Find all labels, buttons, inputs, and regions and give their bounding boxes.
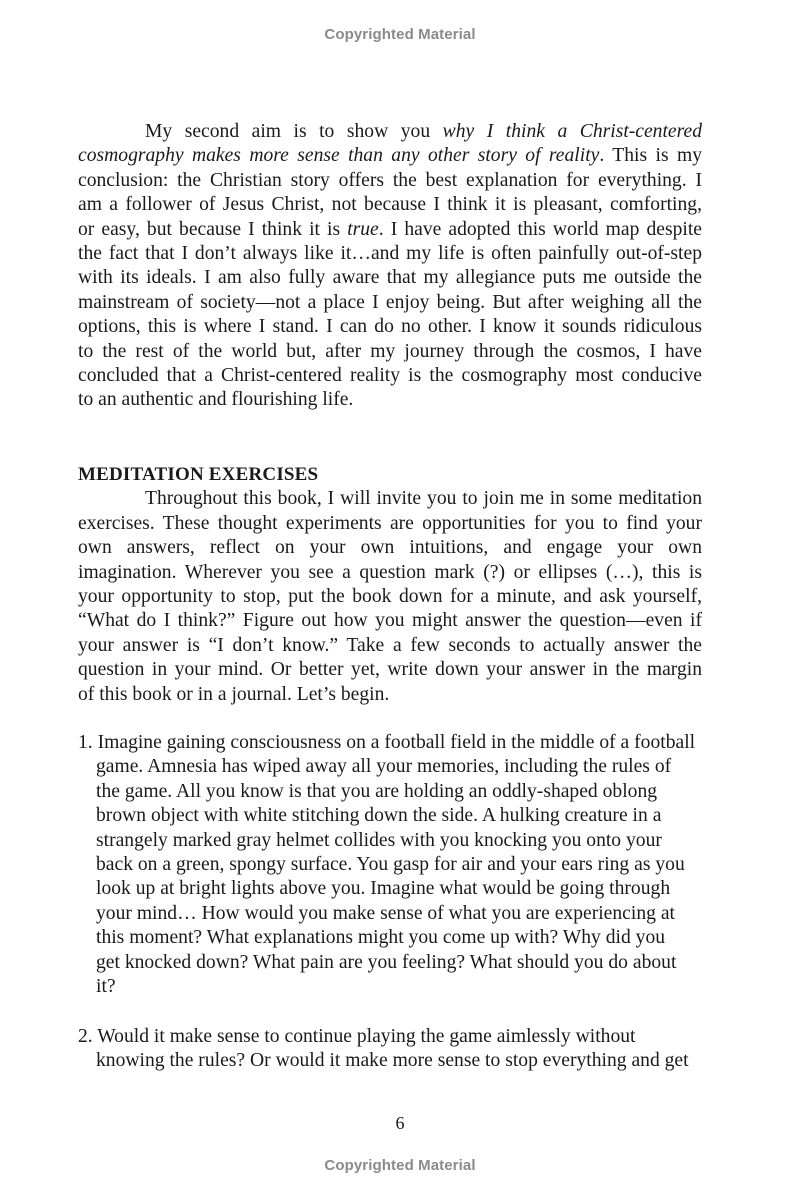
exercise-item-2 [78, 1025, 702, 1074]
text-line: 2. Would it make sense to continue playing the game aimlessly without [78, 1026, 636, 1047]
text-line: imagination. Wherever you see a question mark (?) or ellipses (…), this is [78, 561, 702, 583]
text-line: to the rest of the world but, after my journey through the cosmos, I have [78, 340, 702, 362]
copyright-watermark-bottom: Copyrighted Material [324, 1157, 476, 1174]
text-line: or easy, but because I think it is true. I have adopted this world map despite [78, 218, 702, 240]
text-line: game. Amnesia has wiped away all your memories, including the rules of [96, 756, 672, 778]
text-line: concluded that a Christ-centered reality is the cosmography most conducive [78, 364, 702, 386]
text-line: brown object with white stitching down the side. A hulking creature in a [96, 805, 662, 827]
paragraph-second-aim [78, 120, 702, 413]
text-line: your mind… How would you make sense of what you are experiencing at [96, 902, 675, 924]
text-line: your answer is “I don’t know.” Take a few seconds to actually answer the [78, 634, 702, 656]
text-line: conclusion: the Christian story offers the best explanation for everything. I [78, 169, 702, 191]
text-line: strangely marked gray helmet collides with you knocking you onto your [96, 829, 662, 851]
text-line: the fact that I don’t always like it…and my life is often painfully out-of-step [78, 242, 702, 264]
text-line: get knocked down? What pain are you feeling? What should you do about [96, 951, 677, 973]
text-line: with its ideals. I am also fully aware that my allegiance puts me outside the [78, 267, 702, 289]
text-line: the game. All you know is that you are holding an oddly-shaped oblong [96, 780, 658, 802]
text-line: exercises. These thought experiments are opportunities for you to find your [78, 512, 702, 534]
text-line: “What do I think?” Figure out how you might answer the question—even if [78, 610, 702, 632]
copyright-watermark-top: Copyrighted Material [324, 26, 476, 43]
text-line: mainstream of society—not a place I enjoy being. But after weighing all the [78, 291, 702, 313]
text-line: own answers, reflect on your own intuitions, and engage your own [78, 537, 702, 559]
text-line: question in your mind. Or better yet, write down your answer in the margin [78, 659, 702, 681]
list-number: 1. [78, 732, 93, 753]
text-line: am a follower of Jesus Christ, not because I think it is pleasant, comforting, [78, 194, 702, 216]
text-line: of this book or in a journal. Let’s begin. [78, 683, 390, 705]
text-line: My second aim is to show you why I think a Christ-centered [145, 121, 703, 142]
text-line: back on a green, spongy surface. You gasp for air and your ears ring as you [96, 853, 685, 875]
text-line: cosmography makes more sense than any other story of reality. This is my [78, 145, 702, 167]
text-line: to an authentic and flourishing life. [78, 389, 354, 411]
text-line: look up at bright lights above you. Imagine what would be going through [96, 878, 671, 900]
text-line: options, this is where I stand. I can do no other. I know it sounds ridiculous [78, 316, 702, 338]
section-heading: MEDITATION EXERCISES [78, 464, 319, 485]
text-line: Throughout this book, I will invite you to join me in some meditation [145, 488, 702, 510]
page-number: 6 [395, 1113, 405, 1133]
text-line: this moment? What explanations might you come up with? Why did you [96, 927, 666, 949]
text-line: knowing the rules? Or would it make more sense to stop everything and get [96, 1050, 689, 1072]
meditation-section [78, 463, 702, 707]
text-line: your opportunity to stop, put the book down for a minute, and ask yourself, [78, 585, 702, 607]
text-line: it? [96, 975, 116, 997]
list-number: 2. [78, 1026, 93, 1047]
exercise-item-1 [78, 731, 702, 999]
text-line: 1. Imagine gaining consciousness on a football field in the middle of a football [78, 732, 696, 753]
